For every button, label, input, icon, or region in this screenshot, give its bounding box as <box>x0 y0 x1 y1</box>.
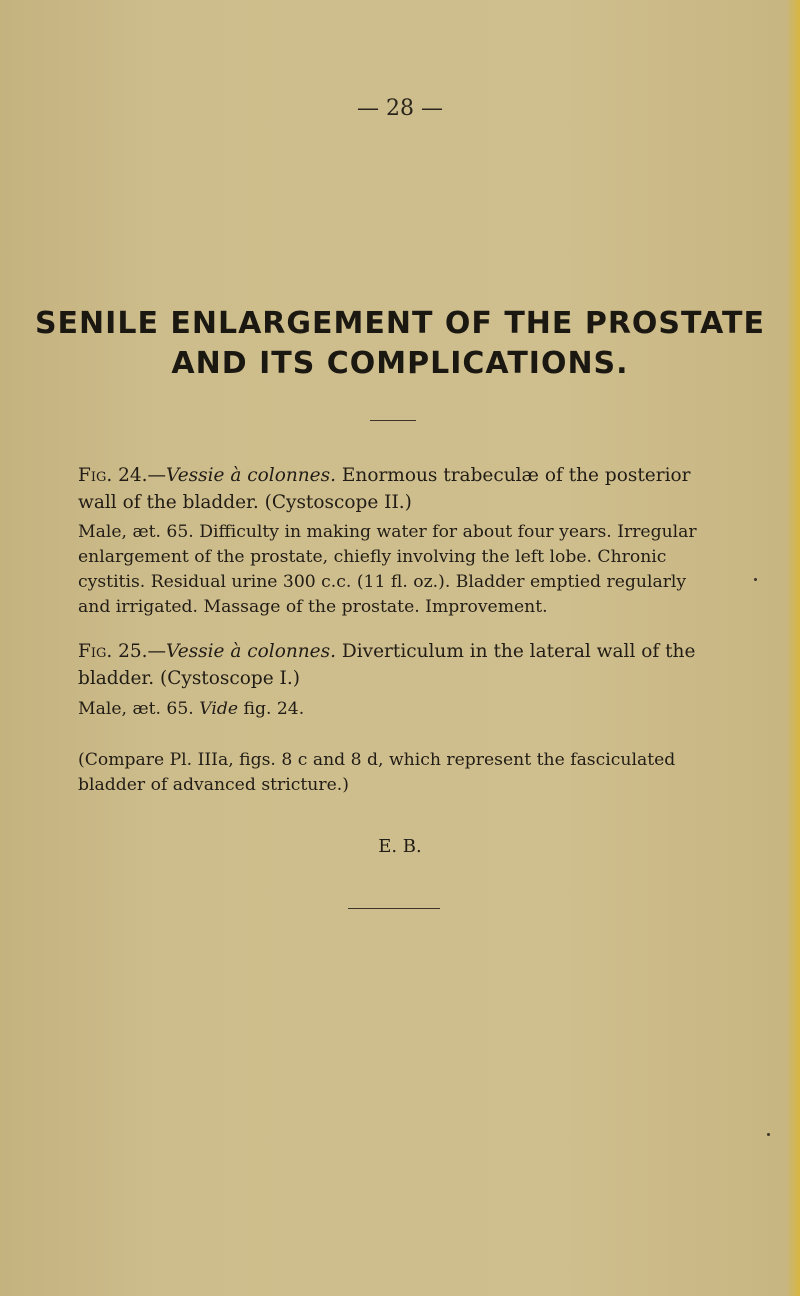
divider-long <box>348 908 440 909</box>
page-edge <box>786 0 800 1296</box>
fig-24-caption <box>78 462 718 516</box>
compare-note: (Compare Pl. IIIa, figs. 8 c and 8 d, which represent the fasciculated bladder of advanced stricture.) <box>78 750 676 795</box>
fig-24-text: Enormous trabeculæ of the posterior wall of the bladder. (Cystoscope II.) <box>78 465 691 513</box>
fig-25-label: Fig. 25.— <box>78 641 167 662</box>
fig-25-italic-title: Vessie à colonnes. <box>166 641 337 662</box>
fig-24-case-description: Male, æt. 65. Difficulty in making water for about four years. Irregular enlargement of the prostate, chiefly involving the left lobe. Chronic cystitis. Residual urine 300 c.c. (11 fl. oz.). Bladder emptied regularly and irrigated. Massage of the prostate. Improvement. <box>78 522 697 617</box>
fig-24-label: Fig. 24.— <box>78 465 167 486</box>
title-line-1: SENILE ENLARGEMENT OF THE PROSTATE <box>34 306 766 341</box>
speck-mark <box>767 1133 770 1136</box>
author-initials: E. B. <box>378 836 422 857</box>
title-line-2: AND ITS COMPLICATIONS. <box>171 346 629 381</box>
fig-25-case-italic: Vide <box>199 699 239 719</box>
fig-25-case-prefix: Male, æt. 65. <box>78 699 200 719</box>
page-title <box>0 304 800 384</box>
fig-24-italic-title: Vessie à colonnes. <box>166 465 337 486</box>
fig-25-case-description <box>78 697 718 722</box>
fig-25-caption <box>78 638 718 692</box>
fig-25-text: Diverticulum in the lateral wall of the bladder. (Cystoscope I.) <box>78 641 696 689</box>
speck-mark <box>754 578 757 581</box>
page-number: — 28 — <box>357 96 443 121</box>
divider-short <box>370 420 416 421</box>
fig-25-case-suffix: fig. 24. <box>238 699 305 719</box>
